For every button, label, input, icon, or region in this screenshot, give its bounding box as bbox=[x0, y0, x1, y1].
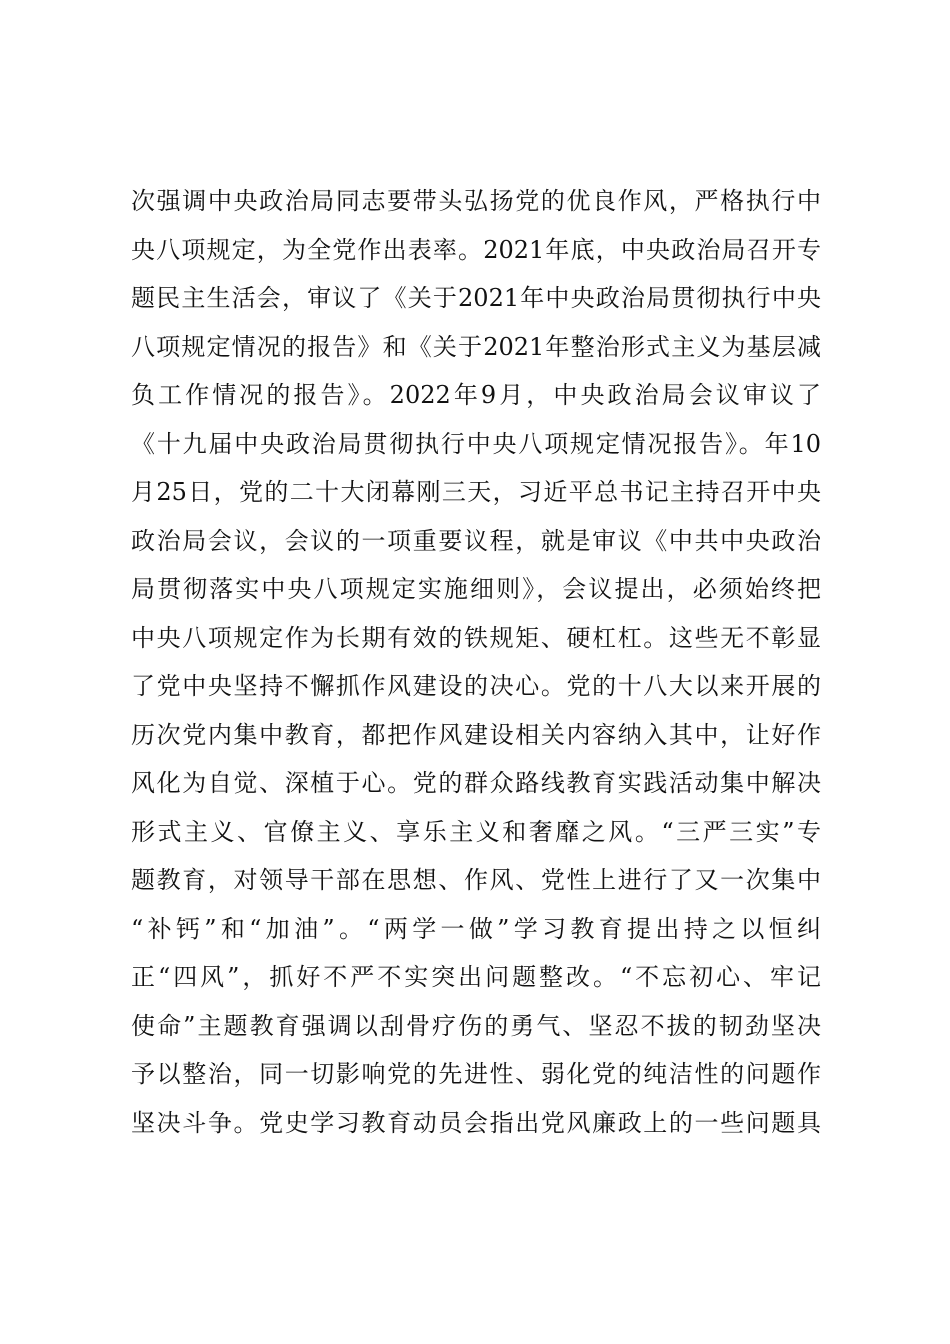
text-line: 政治局会议，会议的一项重要议程，就是审议《中共中央政治 bbox=[131, 526, 821, 555]
body-text bbox=[131, 183, 821, 1153]
text-line: 八项规定情况的报告》和《关于2021年整治形式主义为基层减 bbox=[131, 332, 821, 361]
text-line: 题教育，对领导干部在思想、作风、党性上进行了又一次集中 bbox=[131, 866, 821, 894]
text-line: 次强调中央政治局同志要带头弘扬党的优良作风，严格执行中 bbox=[131, 187, 821, 215]
text-line: 历次党内集中教育，都把作风建设相关内容纳入其中，让好作 bbox=[131, 720, 821, 749]
text-line: 坚决斗争。党史学习教育动员会指出党风廉政上的一些问题具 bbox=[131, 1108, 821, 1137]
text-line: 中央八项规定作为长期有效的铁规矩、硬杠杠。这些无不彰显 bbox=[131, 623, 821, 652]
text-line: 月25日，党的二十大闭幕刚三天，习近平总书记主持召开中央 bbox=[131, 478, 821, 506]
text-line: 央八项规定，为全党作出表率。2021年底，中央政治局召开专 bbox=[131, 235, 821, 264]
text-line: 风化为自觉、深植于心。党的群众路线教育实践活动集中解决 bbox=[131, 769, 821, 797]
text-line: 予以整治，同一切影响党的先进性、弱化党的纯洁性的问题作 bbox=[131, 1060, 821, 1088]
text-line: 《十九届中央政治局贯彻执行中央八项规定情况报告》。年10 bbox=[131, 429, 821, 458]
text-line: 负工作情况的报告》。2022年9月，中央政治局会议审议了 bbox=[131, 381, 821, 409]
text-line: 正“四风”，抓好不严不实突出问题整改。“不忘初心、牢记 bbox=[131, 963, 821, 991]
text-line: 了党中央坚持不懈抓作风建设的决心。党的十八大以来开展的 bbox=[131, 672, 821, 700]
text-line: 使命”主题教育强调以刮骨疗伤的勇气、坚忍不拔的韧劲坚决 bbox=[131, 1011, 821, 1040]
text-line: 局贯彻落实中央八项规定实施细则》，会议提出，必须始终把 bbox=[131, 575, 821, 603]
text-line: 题民主生活会，审议了《关于2021年中央政治局贯彻执行中央 bbox=[131, 284, 821, 312]
text-line: “补钙”和“加油”。“两学一做”学习教育提出持之以恒纠 bbox=[131, 914, 821, 943]
text-line: 形式主义、官僚主义、享乐主义和奢靡之风。“三严三实”专 bbox=[131, 817, 821, 846]
